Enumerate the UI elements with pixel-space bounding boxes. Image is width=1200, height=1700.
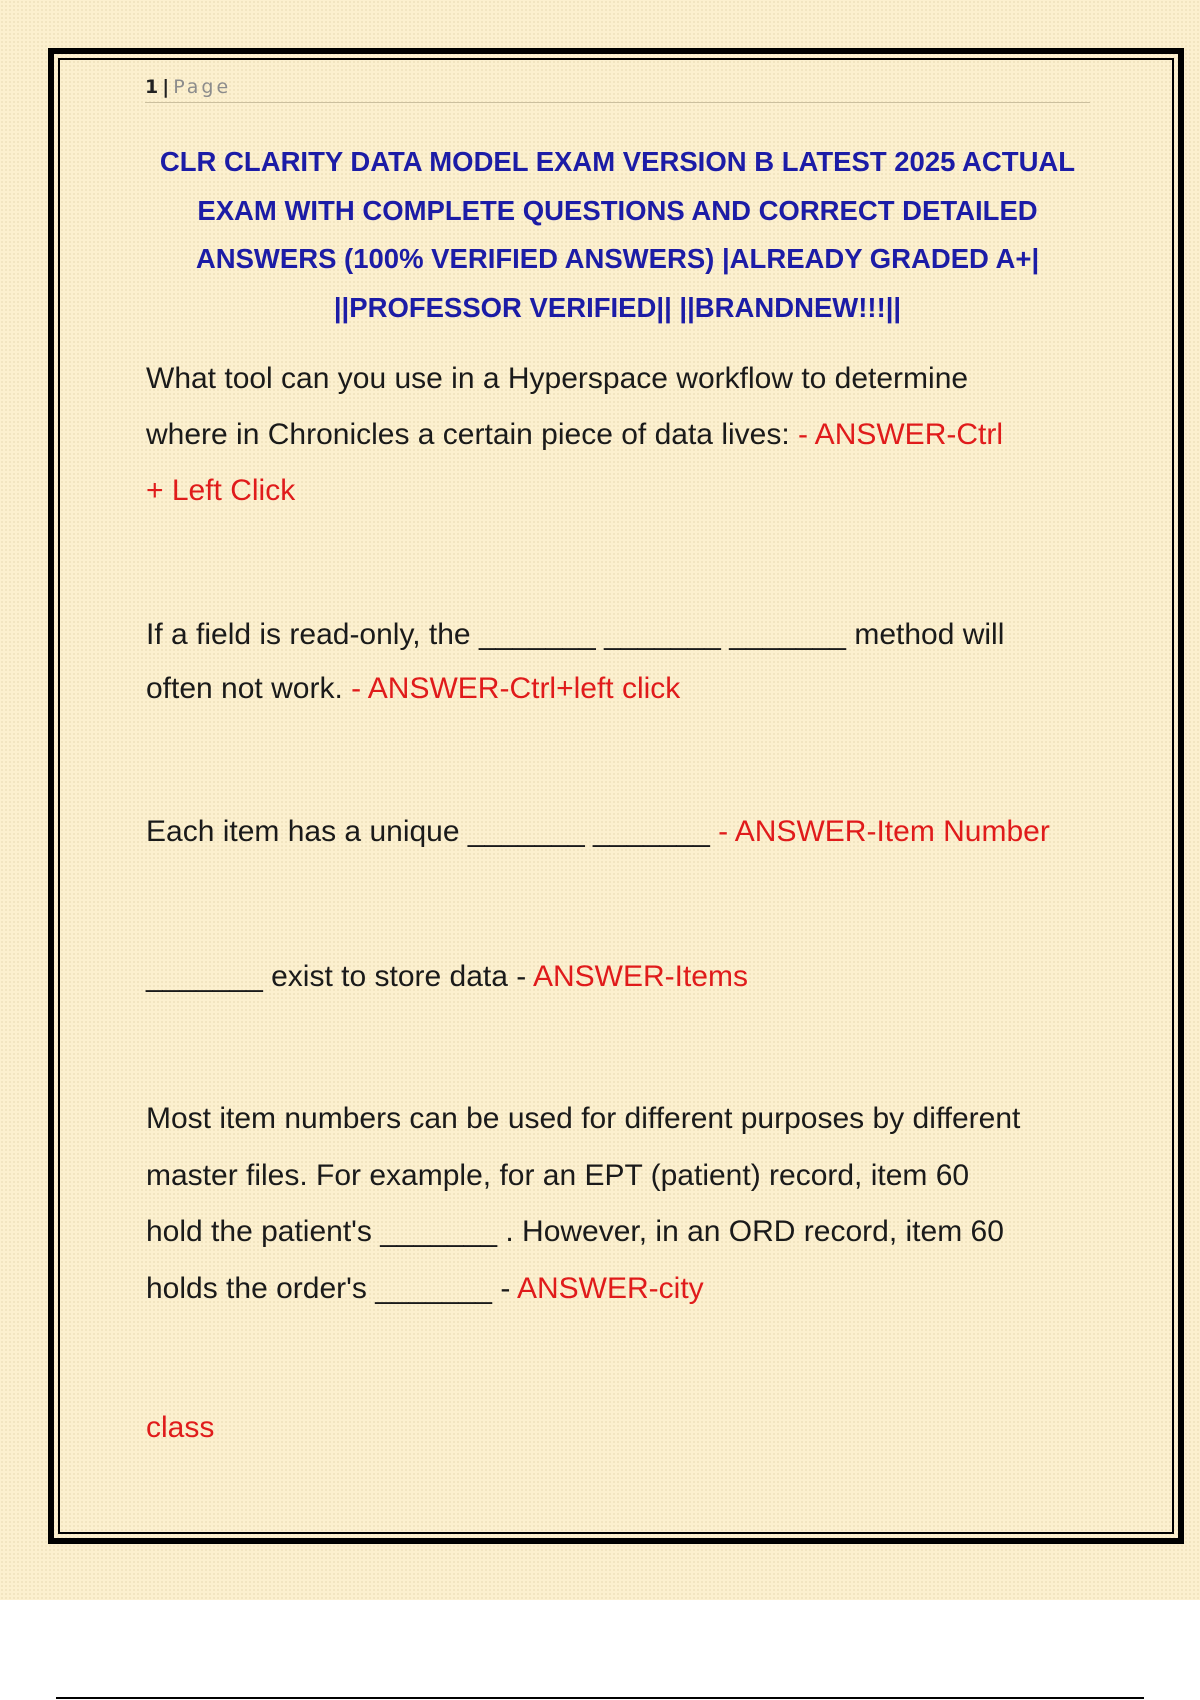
qa-line (146, 662, 1106, 716)
question-text: If a field is read-only, the _______ _______ _______ method will (146, 618, 1005, 651)
answer-text: - ANSWER-Item Number (718, 815, 1050, 848)
answer-text: + Left Click (146, 474, 296, 507)
question-text: hold the patient's _______ . However, in an ORD record, item 60 (146, 1215, 1004, 1248)
qa-block-3 (146, 805, 1106, 859)
title-line: EXAM WITH COMPLETE QUESTIONS AND CORRECT DETAILED (197, 194, 1038, 226)
title-line: ||PROFESSOR VERIFIED|| ||BRANDNEW!!!|| (333, 291, 902, 323)
qa-block-1 (146, 351, 1106, 519)
question-text: Each item has a unique _______ _______ (146, 815, 719, 848)
qa-block-4 (146, 950, 1106, 1004)
qa-line (146, 407, 1106, 463)
title-line: CLR CLARITY DATA MODEL EXAM VERSION B LATEST 2025 ACTUAL (159, 146, 1076, 177)
answer-text: class (146, 1411, 215, 1444)
page-number: 1 (145, 76, 159, 98)
footer-divider (56, 1697, 1144, 1699)
qa-line (146, 608, 1106, 662)
qa-block-2 (146, 608, 1106, 716)
page-header (145, 72, 1090, 103)
qa-block-5 (146, 1091, 1106, 1317)
qa-line (146, 463, 1106, 519)
qa-line (146, 805, 1106, 859)
page-label: Page (173, 76, 232, 98)
answer-text: ANSWER-city (517, 1271, 704, 1305)
title-line: ANSWERS (100% VERIFIED ANSWERS) |ALREADY GRADED A+| (195, 243, 1040, 274)
page-header-separator: | (162, 76, 170, 98)
answer-text: ANSWER-Items (532, 960, 748, 993)
qa-line (146, 1148, 1106, 1205)
answer-text: - ANSWER-Ctrl+left click (351, 672, 681, 705)
question-text: often not work. (146, 672, 352, 705)
document-title (135, 138, 1100, 332)
qa-line (146, 1401, 1106, 1455)
qa-line (146, 1261, 1106, 1318)
question-text: Most item numbers can be used for different purposes by different (146, 1102, 1021, 1135)
qa-line (146, 1091, 1106, 1148)
qa-line (146, 1204, 1106, 1261)
qa-line (146, 950, 1106, 1004)
qa-block-6 (146, 1401, 1106, 1455)
question-text: where in Chronicles a certain piece of data lives: (146, 418, 799, 451)
answer-text: - ANSWER-Ctrl (798, 418, 1004, 451)
question-text: What tool can you use in a Hyperspace workflow to determine (146, 362, 969, 395)
qa-line (146, 351, 1106, 407)
question-text: master files. For example, for an EPT (patient) record, item 60 (146, 1158, 970, 1192)
question-text: holds the order's _______ - (146, 1271, 517, 1305)
question-text: _______ exist to store data - (146, 960, 533, 993)
